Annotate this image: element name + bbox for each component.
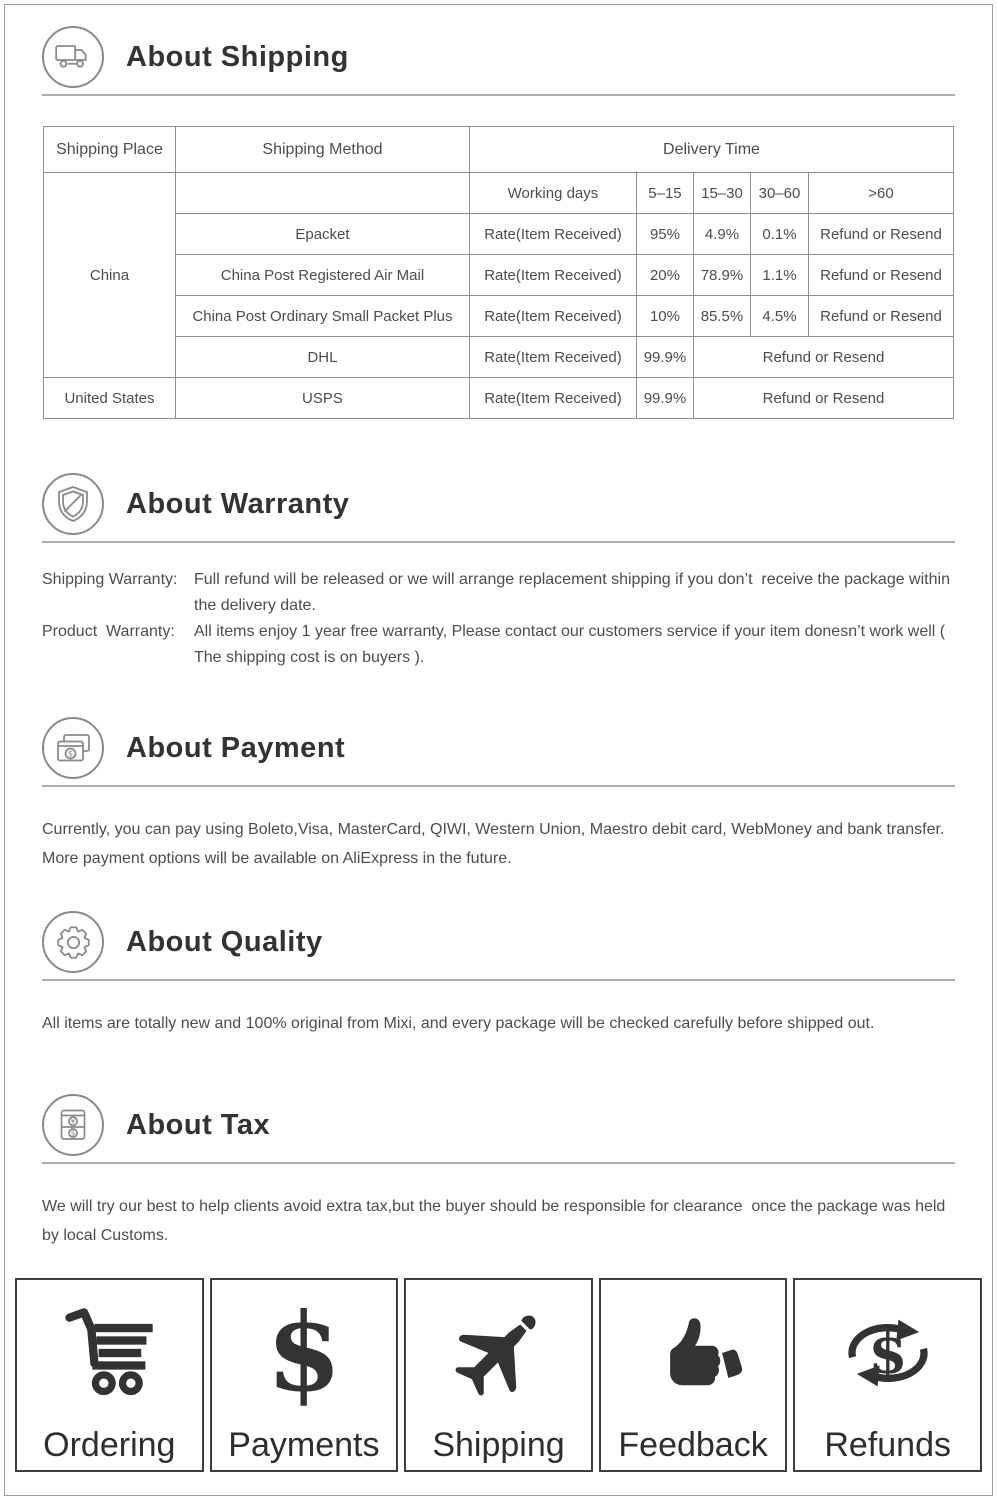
- badge-label: Payments: [228, 1425, 380, 1464]
- col-header-delivery-time: Delivery Time: [469, 127, 953, 173]
- col-header-shipping-method: Shipping Method: [175, 127, 469, 173]
- table-cell-method: Epacket: [175, 214, 469, 255]
- tax-icon-badge: [42, 1094, 104, 1156]
- table-cell-rate: 1.1%: [750, 255, 808, 296]
- thumbs-up-icon: [641, 1301, 745, 1405]
- table-cell-rate-label: Rate(Item Received): [469, 255, 636, 296]
- table-cell-rate: 99.9%: [636, 378, 693, 419]
- footer-badges: [15, 1278, 982, 1472]
- payment-cards-icon: [55, 733, 92, 764]
- warranty-text: [42, 567, 955, 671]
- table-cell-rate: 10%: [636, 296, 693, 337]
- section-about-quality: [42, 911, 955, 1038]
- table-cell-rate: 85.5%: [693, 296, 750, 337]
- refund-dollar-glyph: $: [868, 1321, 908, 1388]
- table-row: [43, 337, 953, 378]
- table-cell-method: China Post Ordinary Small Packet Plus: [175, 296, 469, 337]
- subheader-range: 5–15: [636, 173, 693, 214]
- section-title: About Warranty: [126, 487, 350, 520]
- badge-refunds: [793, 1278, 982, 1472]
- gear-icon: [57, 926, 90, 959]
- section-about-tax: [42, 1094, 955, 1250]
- section-about-payment: [42, 717, 955, 873]
- table-cell-method: DHL: [175, 337, 469, 378]
- table-cell-rate: 4.5%: [750, 296, 808, 337]
- subheader-range: 15–30: [693, 173, 750, 214]
- subheader-range: >60: [808, 173, 953, 214]
- card-dollar-glyph: $: [67, 749, 73, 759]
- section-divider: [42, 785, 955, 787]
- table-row: [43, 378, 953, 419]
- quality-icon-badge: [42, 911, 104, 973]
- section-title: About Quality: [126, 925, 323, 958]
- warranty-value: All items enjoy 1 year free warranty, Please contact our customers service if your item donesn’t work well ( The shipping cost is on buyers ).: [194, 623, 950, 666]
- dollar-icon: $: [266, 1290, 342, 1417]
- section-header: [42, 1094, 955, 1156]
- table-cell-policy: Refund or Resend: [693, 378, 953, 419]
- table-cell-policy: Refund or Resend: [693, 337, 953, 378]
- shipping-icon-badge: [42, 26, 104, 88]
- table-row: [43, 255, 953, 296]
- section-divider: [42, 94, 955, 96]
- section-title: About Tax: [126, 1108, 271, 1141]
- table-cell-method: China Post Registered Air Mail: [175, 255, 469, 296]
- table-cell-rate: 95%: [636, 214, 693, 255]
- badge-label: Ordering: [43, 1425, 176, 1464]
- warranty-label: Product Warranty:: [42, 623, 175, 640]
- section-about-shipping: [42, 26, 955, 419]
- section-title: About Shipping: [126, 40, 349, 73]
- badge-shipping: [404, 1278, 593, 1472]
- warranty-item: [42, 619, 955, 671]
- section-header: [42, 26, 955, 88]
- section-title: About Payment: [126, 731, 346, 764]
- tax-yen-glyph: ¥: [70, 1116, 76, 1126]
- section-divider: [42, 1162, 955, 1164]
- badge-label: Refunds: [824, 1425, 951, 1464]
- table-cell-policy: Refund or Resend: [808, 255, 953, 296]
- table-row: [43, 214, 953, 255]
- tax-calculator-icon: [58, 1108, 88, 1142]
- table-cell-method: USPS: [175, 378, 469, 419]
- section-header: [42, 717, 955, 779]
- table-cell-rate: 99.9%: [636, 337, 693, 378]
- section-about-warranty: [42, 473, 955, 671]
- warranty-label: Shipping Warranty:: [42, 571, 178, 588]
- subheader-range: 30–60: [750, 173, 808, 214]
- col-header-shipping-place: Shipping Place: [43, 127, 175, 173]
- section-header: [42, 473, 955, 535]
- table-cell-policy: Refund or Resend: [808, 296, 953, 337]
- table-cell-rate-label: Rate(Item Received): [469, 378, 636, 419]
- badge-feedback: [599, 1278, 788, 1472]
- table-cell-rate-label: Rate(Item Received): [469, 214, 636, 255]
- tax-dollar-glyph: $: [70, 1128, 76, 1138]
- table-cell-rate-label: Rate(Item Received): [469, 296, 636, 337]
- table-cell-place-us: United States: [43, 378, 175, 419]
- table-cell-rate: 0.1%: [750, 214, 808, 255]
- airplane-icon: [442, 1297, 554, 1409]
- badge-label: Feedback: [618, 1425, 768, 1464]
- badge-label: Shipping: [432, 1425, 565, 1464]
- shipping-table: [43, 126, 954, 419]
- truck-icon: [55, 44, 91, 71]
- warranty-item: [42, 567, 955, 619]
- tax-text: We will try our best to help clients avoid extra tax,but the buyer should be responsible for clearance once the package was held by local Customs.: [42, 1198, 950, 1244]
- table-cell-rate: 4.9%: [693, 214, 750, 255]
- table-cell-place-china: China: [43, 173, 175, 378]
- section-divider: [42, 979, 955, 981]
- payment-icon-badge: [42, 717, 104, 779]
- table-cell-empty: [175, 173, 469, 214]
- table-cell-rate: 78.9%: [693, 255, 750, 296]
- table-cell-rate-label: Rate(Item Received): [469, 337, 636, 378]
- section-header: [42, 911, 955, 973]
- badge-payments: [210, 1278, 399, 1472]
- warranty-value: Full refund will be released or we will arrange replacement shipping if you don’t receive the package within the delivery date.: [194, 571, 955, 614]
- section-divider: [42, 541, 955, 543]
- badge-ordering: [15, 1278, 204, 1472]
- quality-text: All items are totally new and 100% original from Mixi, and every package will be checked carefully before shipped out.: [42, 1015, 875, 1032]
- warranty-icon-badge: [42, 473, 104, 535]
- refund-arrows-icon: [829, 1303, 947, 1403]
- payment-text: Currently, you can pay using Boleto,Visa, MasterCard, QIWI, Western Union, Maestro debit card, WebMoney and bank transfer. More payment options will be available on AliExpress in the future.: [42, 821, 949, 867]
- subheader-working-days: Working days: [469, 173, 636, 214]
- table-cell-rate: 20%: [636, 255, 693, 296]
- table-row: [43, 296, 953, 337]
- cart-icon: [57, 1301, 161, 1405]
- shield-icon: [56, 485, 90, 523]
- table-cell-policy: Refund or Resend: [808, 214, 953, 255]
